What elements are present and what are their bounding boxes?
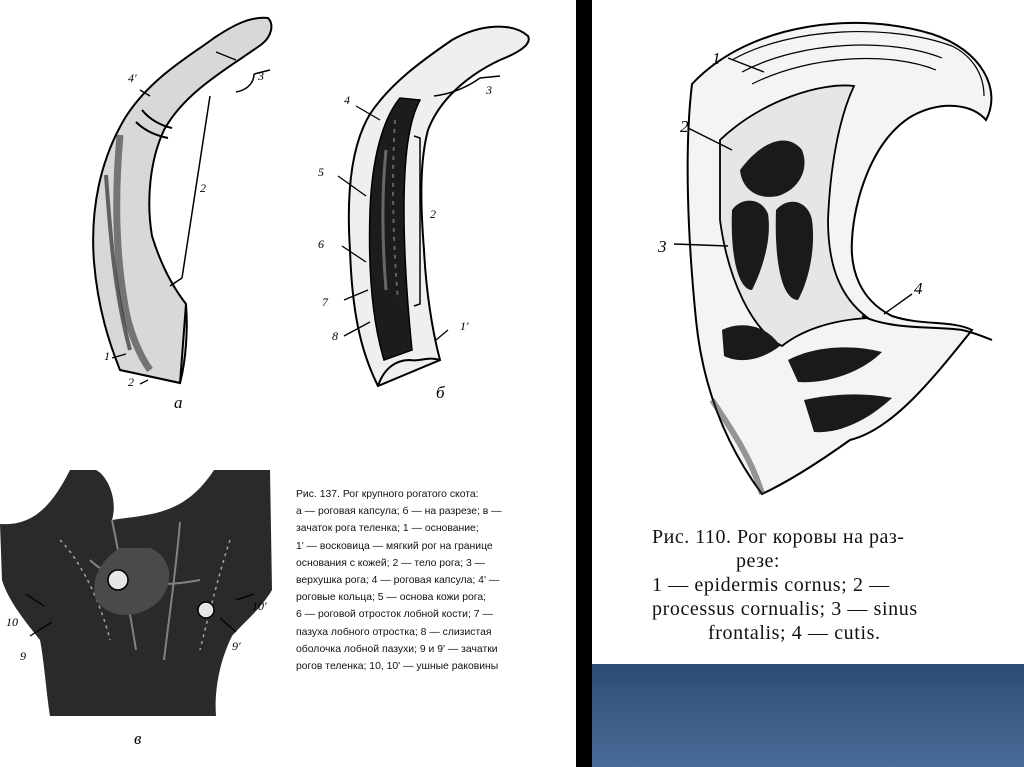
caption-line: Рис. 137. Рог крупного рогатого скота: <box>296 489 479 500</box>
label-5: 5 <box>318 165 324 179</box>
label-2: 2 <box>200 181 206 195</box>
label-1: 1 <box>104 349 110 363</box>
caption-line: верхушка рога; 4 — роговая капсула; 4' — <box>296 575 500 587</box>
horn-capsule-drawing <box>93 18 271 384</box>
label-2: 2 <box>680 117 689 136</box>
slide-background-gradient <box>592 660 1024 767</box>
label-7: 7 <box>322 295 328 309</box>
caption-line: оболочка лобной пазухи; 9 и 9' — зачатки <box>296 643 498 655</box>
panel-label-b: б <box>436 383 445 402</box>
caption-line: 1' — восковица — мягкий рог на границе <box>296 540 493 552</box>
label-10: 10 <box>6 615 18 629</box>
caption-line: пазуха лобного отростка; 8 — слизистая <box>296 626 492 638</box>
label-3: 3 <box>658 237 667 256</box>
caption-line: роговые кольца; 5 — основа кожи рога; <box>296 592 486 604</box>
caption-line: рогов теленка; 10, 10' — ушные раковины <box>296 661 499 673</box>
panel-label-a: а <box>174 393 183 412</box>
label-3: 3 <box>486 83 492 97</box>
figure-110-caption <box>652 525 1012 645</box>
caption-line: основания с кожей; 2 — тело рога; 3 — <box>296 557 486 569</box>
label-9: 9 <box>20 649 26 663</box>
label-2-base: 2 <box>128 375 134 389</box>
label-10-prime: 10' <box>252 599 267 613</box>
label-9-prime: 9' <box>232 639 241 653</box>
black-divider <box>576 0 592 767</box>
caption-line: зачаток рога теленка; 1 — основание; <box>296 523 479 535</box>
caption-line: а — роговая капсула; б — на разрезе; в — <box>296 506 502 518</box>
label-8: 8 <box>332 329 338 343</box>
caption-title: Рис. 110. Рог коровы на раз- <box>652 526 905 548</box>
label-4: 4 <box>344 93 350 107</box>
calf-head-drawing <box>0 468 276 730</box>
label-6: 6 <box>318 237 324 251</box>
label-4-prime: 4' <box>128 71 137 85</box>
caption-body: processus cornualis; 3 — sinus <box>652 598 918 620</box>
caption-line: 6 — роговой отросток лобной кости; 7 — <box>296 609 493 621</box>
label-4: 4 <box>914 279 923 298</box>
label-1: 1 <box>712 49 721 68</box>
panel-label-c: в <box>134 729 142 748</box>
caption-body: 1 — epidermis cornus; 2 — <box>652 574 890 596</box>
label-2: 2 <box>430 207 436 221</box>
caption-title: резе: <box>736 550 780 572</box>
caption-body: frontalis; 4 — cutis. <box>708 622 881 644</box>
figure-137-caption <box>296 486 572 675</box>
label-3: 3 <box>258 69 264 83</box>
label-1-prime: 1' <box>460 319 469 333</box>
